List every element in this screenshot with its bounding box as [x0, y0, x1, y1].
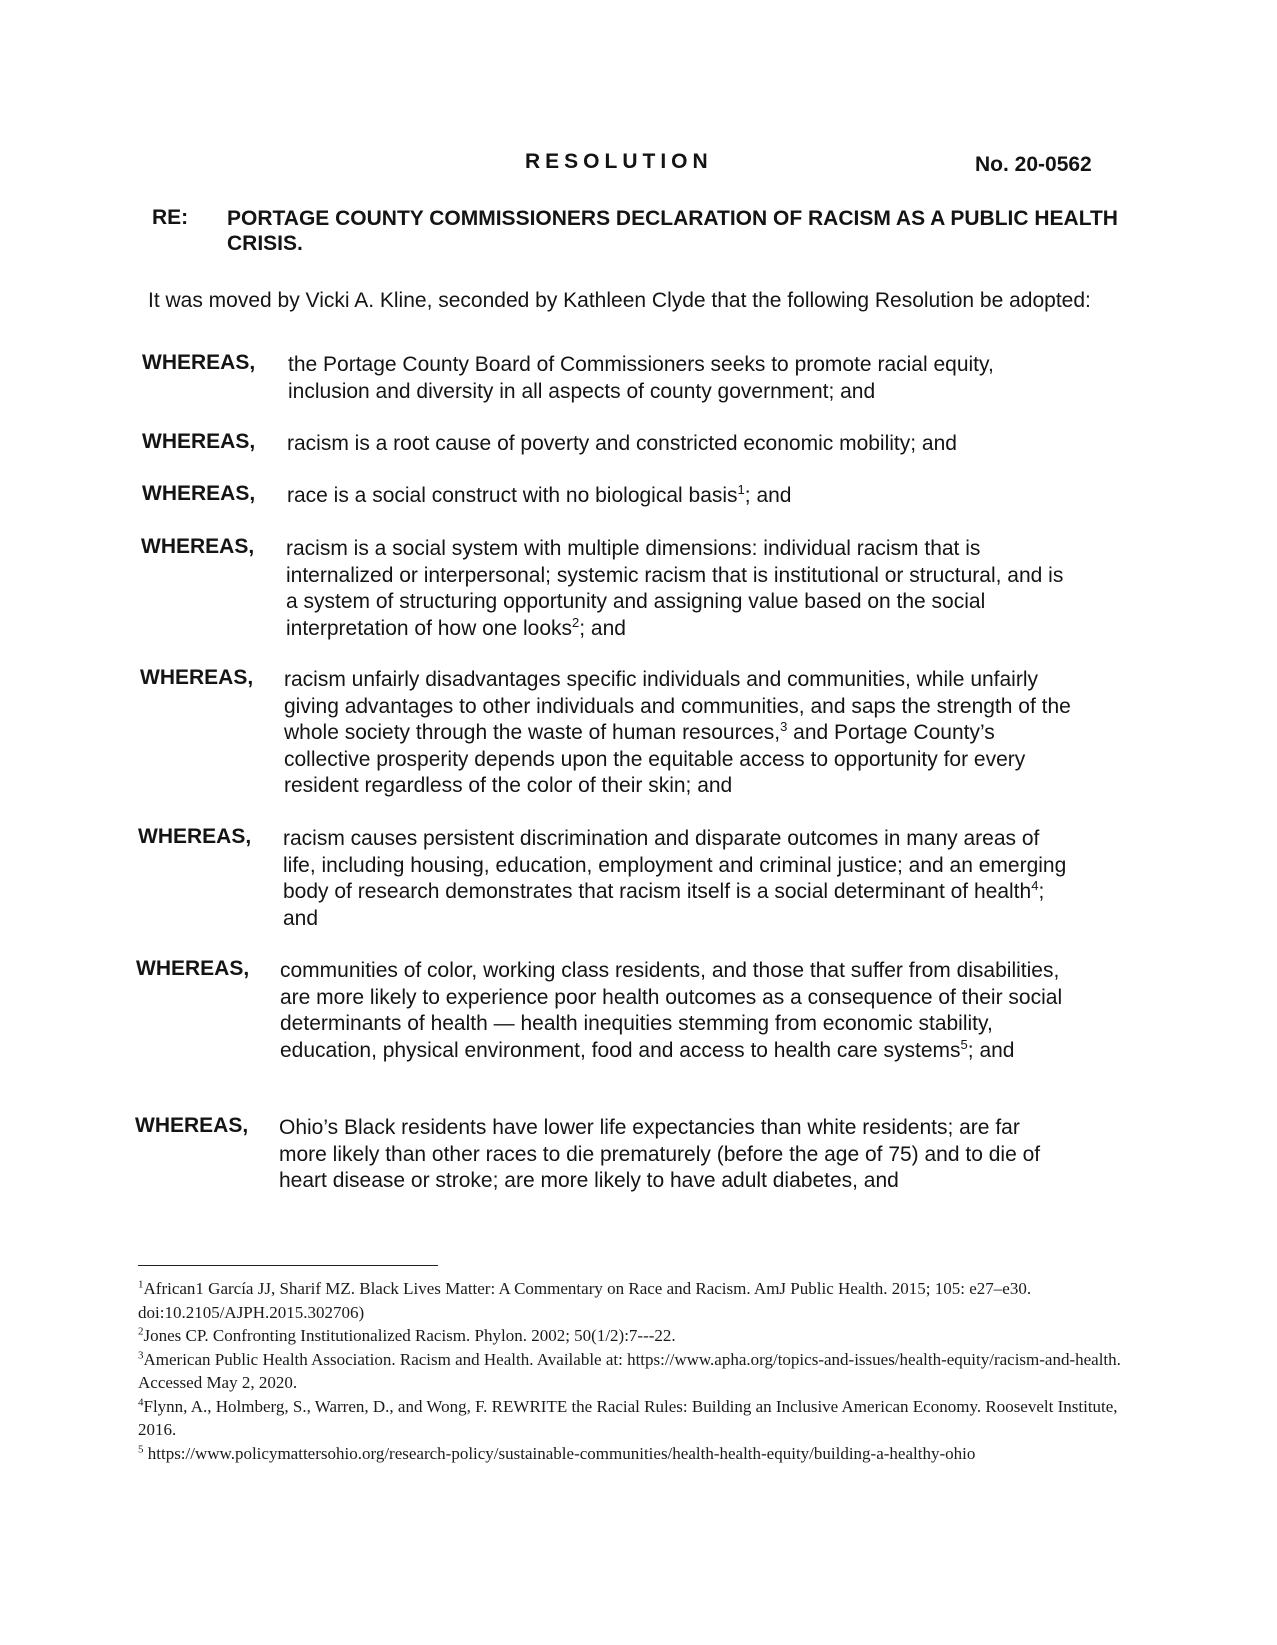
footnotes — [138, 1277, 1138, 1465]
motion-statement: It was moved by Vicki A. Kline, seconded by Kathleen Clyde that the following Resolution be adopted: — [148, 289, 1091, 312]
footnote-4: $^4$Flynn, A., Holmberg, S., Warren, D., and Wong, F. REWRITE the Racial Rules: Building an Inclusive American Economy. Roosevelt Institute, 2016. — [138, 1395, 1118, 1439]
whereas-label-7: WHEREAS, — [136, 957, 250, 980]
whereas-label-8: WHEREAS, — [135, 1114, 249, 1137]
whereas-text-4: racism is a social system with multiple dimensions: individual racism that is internalized or interpersonal; systemic racism that is institutional or structural, and is a system of structuring opportunity and assigning value based on the social interpretation of how one looks$^2$; and — [286, 537, 1064, 640]
whereas-label-1: WHEREAS, — [142, 351, 256, 374]
resolution-number: No. 20-0562 — [975, 153, 1092, 176]
whereas-text-3: race is a social construct with no biological basis$^1$; and — [287, 482, 792, 507]
footnote-ref-3[interactable]: 3 — [780, 719, 788, 734]
whereas-text-7: communities of color, working class residents, and those that suffer from disabilities, are more likely to experience poor health outcomes as a consequence of their social determinants of health — health inequities stemming from economic stability, education, physical environment, food and access to health care systems$^5$; and — [280, 959, 1063, 1062]
footnote-ref-2[interactable]: 2 — [572, 614, 580, 630]
whereas-text-8: Ohio’s Black residents have lower life expectancies than white residents; are far more likely than other races to die prematurely (before the age of 75) and to die of heart disease or stroke; are more likely to have adult diabetes, and — [279, 1116, 1041, 1192]
footnote-ref-5[interactable]: 5 — [960, 1036, 968, 1052]
footnote-5: $^5$ https://www.policymattersohio.org/research-policy/sustainable-communities/health-health-equity/building-a-healthy-ohio — [138, 1442, 976, 1463]
document-title: RESOLUTION — [525, 150, 713, 173]
footnote-1: $^1$African1 García JJ, Sharif MZ. Black Lives Matter: A Commentary on Race and Racism. AmJ Public Health. 2015; 105: e27–e30. doi:10.2105/AJPH.2015.302706) — [138, 1278, 1032, 1322]
whereas-label-3: WHEREAS, — [142, 482, 256, 505]
whereas-label-5: WHEREAS, — [140, 666, 254, 689]
footnote-3: $^3$American Public Health Association. Racism and Health. Available at: https://www.apha.org/topics-and-issues/health-equity/racism-and-health. Accessed May 2, 2020. — [138, 1348, 1121, 1392]
footnote-ref-1[interactable]: 1 — [737, 482, 745, 497]
whereas-text-5: racism unfairly disadvantages specific individuals and communities, while unfairly giving advantages to other individuals and communities, and saps the strength of the whole society through the waste of human resources,$^3$ and Portage County’s collective prosperity depends upon the equitable access to opportunity for every resident regardless of the color of their skin; and — [284, 668, 1071, 797]
whereas-text-6: racism causes persistent discrimination and disparate outcomes in many areas of life, including housing, education, employment and criminal justice; and an emerging body of research demonstrates that racism itself is a social determinant of health$^4$; and — [283, 827, 1067, 930]
footnote-2: $^2$Jones CP. Confronting Institutionalized Racism. Phylon. 2002; 50(1/2):7---22. — [138, 1325, 676, 1345]
footnote-divider — [138, 1265, 438, 1266]
footnote-ref-4[interactable]: 4 — [1031, 878, 1039, 893]
re-subject: PORTAGE COUNTY COMMISSIONERS DECLARATION OF RACISM AS A PUBLIC HEALTH CRISIS. — [227, 207, 1118, 255]
whereas-label-4: WHEREAS, — [141, 535, 255, 558]
whereas-text-2: racism is a root cause of poverty and constricted economic mobility; and — [287, 432, 957, 455]
whereas-text-1: the Portage County Board of Commissioners seeks to promote racial equity, inclusion and diversity in all aspects of county government; and — [288, 353, 994, 403]
whereas-label-6: WHEREAS, — [138, 825, 252, 848]
whereas-label-2: WHEREAS, — [142, 430, 256, 453]
re-label: RE: — [152, 206, 189, 229]
